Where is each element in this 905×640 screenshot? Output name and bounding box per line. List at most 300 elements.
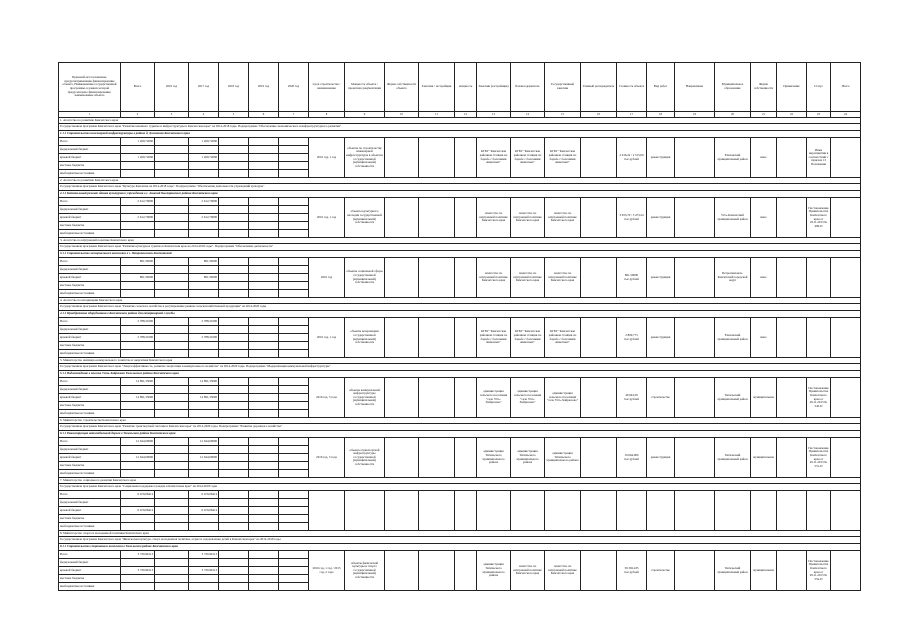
- object-row: [59, 431, 861, 438]
- financing-value: [219, 170, 249, 178]
- financing-value: 12 644,00000: [121, 454, 155, 462]
- work-kind: строительство: [647, 378, 675, 418]
- financing-value: [189, 326, 219, 334]
- financing-value: 14 891,33000: [121, 378, 155, 386]
- financing-value: [219, 146, 249, 154]
- financing-value: [189, 462, 219, 470]
- section-title: 6. Министерство строительства Камчатского края: [59, 418, 861, 424]
- financing-value: [219, 551, 249, 559]
- main-manager-blank: [581, 551, 617, 591]
- ownership-blank: [385, 438, 419, 478]
- object-capacity: объекты культурного наследия государственной (муниципальной) собственности: [345, 198, 385, 238]
- work-kind: реконструкция: [647, 318, 675, 358]
- state-customer: администрация сельского поселения "село Усть-Хайрюзово": [545, 378, 581, 418]
- financing-value: [279, 230, 309, 238]
- financing-value: [121, 559, 155, 567]
- financing-value: [249, 334, 279, 342]
- financing-value: [279, 438, 309, 446]
- financing-value: [189, 386, 219, 394]
- program-row: [59, 424, 861, 431]
- builder-organization: Агентство по внутренней политике Камчатского края: [511, 551, 545, 591]
- financing-value: [121, 266, 155, 274]
- financing-value: [279, 454, 309, 462]
- program-title: Государственная программа Камчатского края "Социальная поддержка граждан в Камчатском крае" на 2014-2018 годы: [59, 484, 861, 491]
- ownership-blank: [385, 378, 419, 418]
- financing-source-label: федеральный бюджет: [59, 386, 121, 394]
- owner-organization: администрация Тигильского муниципального района: [477, 438, 511, 478]
- ownership-form: иное: [751, 258, 777, 298]
- financing-value: [279, 386, 309, 394]
- financing-value: [249, 146, 279, 154]
- financing-value: [155, 491, 189, 499]
- municipality: Тигильский муниципальный район: [715, 551, 751, 591]
- financing-value: [219, 583, 249, 591]
- financing-value: [155, 470, 189, 478]
- financing-value: [155, 274, 189, 282]
- financing-value: [121, 222, 155, 230]
- financing-value: [219, 318, 249, 326]
- builder-organization: [511, 491, 545, 531]
- capacity-blank: [455, 438, 477, 478]
- work-kind: строительство: [647, 551, 675, 591]
- work-kind: реконструкция: [647, 258, 675, 298]
- financing-source-label: местные бюджеты: [59, 515, 121, 523]
- column-number: 13: [477, 112, 511, 118]
- financing-value: 861,50000: [189, 274, 219, 282]
- column-number: 8: [309, 112, 345, 118]
- state-customer: администрация Тигильского муниципального района: [545, 438, 581, 478]
- financing-value: [249, 410, 279, 418]
- object-title: 5.1.1 Водоотведение в поселке Усть-Хайрюзово Тигильского района Камчатского края: [59, 371, 861, 378]
- ownership-blank: [385, 551, 419, 591]
- financing-row: [59, 378, 861, 386]
- financing-value: [189, 342, 219, 350]
- financing-value: [189, 290, 219, 298]
- financing-value: [219, 138, 249, 146]
- financing-value: [219, 575, 249, 583]
- direction-blank: [675, 491, 715, 531]
- investment-register-table: [58, 62, 861, 591]
- financing-value: [249, 258, 279, 266]
- financing-value: [249, 282, 279, 290]
- column-header: Муниципальное образование: [715, 63, 751, 112]
- financing-value: [155, 230, 189, 238]
- object-row: [59, 544, 861, 551]
- financing-value: [121, 282, 155, 290]
- financing-value: [279, 266, 309, 274]
- financing-value: [121, 290, 155, 298]
- municipality: Елизовский муниципальный район: [715, 318, 751, 358]
- object-cost: 2 616,22 / 2 515,00 тыс.рублей: [617, 138, 647, 178]
- financing-value: [279, 499, 309, 507]
- ownership-form: иное: [751, 198, 777, 238]
- column-header: Форма собственности: [751, 63, 777, 112]
- object-title: 2.1.1 Капитальный ремонт здания культурного учреждения в с. Анавгай Быстринского района Камчатского края: [59, 191, 861, 198]
- financing-source-label: Всего: [59, 258, 121, 266]
- financing-source-label: Всего: [59, 378, 121, 386]
- construction-term: 2016 год, 1 год: [309, 198, 345, 238]
- owner-organization: Агентство по внутренней политике Камчатского края: [477, 198, 511, 238]
- financing-value: [189, 170, 219, 178]
- object-title: 6.1.1 Реконструкция автомобильной дороги в Тигильском районе Камчатского края: [59, 431, 861, 438]
- financing-value: [189, 515, 219, 523]
- financing-value: 3 729,96113: [121, 551, 155, 559]
- financing-row: [59, 138, 861, 146]
- object-cost: [617, 491, 647, 531]
- column-number: 4: [189, 112, 219, 118]
- construction-term: 2016 год, 3 года: [309, 438, 345, 478]
- financing-value: [219, 559, 249, 567]
- program-row: [59, 364, 861, 371]
- construction-term: 2016 год, 3 года: [309, 378, 345, 418]
- financing-value: 14 891,33000: [189, 378, 219, 386]
- financing-value: [249, 378, 279, 386]
- financing-source-label: внебюджетные источники: [59, 583, 121, 591]
- financing-value: [189, 222, 219, 230]
- column-header: Заказчик / застройщик: [419, 63, 455, 112]
- financing-value: [249, 499, 279, 507]
- financing-value: [279, 583, 309, 591]
- financing-value: [189, 470, 219, 478]
- main-manager-blank: [581, 138, 617, 178]
- financing-source-label: федеральный бюджет: [59, 206, 121, 214]
- financing-value: [189, 523, 219, 531]
- ownership-form: муниципальная: [751, 551, 777, 591]
- note: Постановление Правительства Камчатского края от 29.11.2013 № 551-П: [807, 438, 831, 478]
- financing-source-label: внебюджетные источники: [59, 350, 121, 358]
- municipality: Усть-Камчатский муниципальный район: [715, 198, 751, 238]
- column-number: 6: [249, 112, 279, 118]
- financing-value: [249, 507, 279, 515]
- financing-value: [121, 162, 155, 170]
- financing-value: [155, 410, 189, 418]
- object-capacity: объекты физической культуры и спорта государственной (муниципальной) собственности: [345, 551, 385, 591]
- program-row: [59, 124, 861, 131]
- column-header: Вид работ: [647, 63, 675, 112]
- status-blank: [777, 491, 807, 531]
- column-header: Заказчик (застройщик): [477, 63, 511, 112]
- object-row: [59, 131, 861, 138]
- financing-row: [59, 258, 861, 266]
- column-number: 9: [345, 112, 385, 118]
- column-header: 2019 год: [249, 63, 279, 112]
- financing-value: 2 788,31000: [121, 318, 155, 326]
- object-capacity: [345, 491, 385, 531]
- owner-organization: [477, 491, 511, 531]
- financing-value: 1 200,72000: [189, 154, 219, 162]
- financing-value: [219, 438, 249, 446]
- column-header: Стоимость объекта: [617, 63, 647, 112]
- main-manager-blank: [581, 491, 617, 531]
- builder-organization: Агентство по внутренней политике Камчатского края: [511, 258, 545, 298]
- column-header: 2016 год: [155, 63, 189, 112]
- column-number: 11: [419, 112, 455, 118]
- note: [807, 258, 831, 298]
- customer-blank: [419, 258, 455, 298]
- builder-organization: администрация сельского поселения "село Усть-Хайрюзово": [511, 378, 545, 418]
- financing-value: [249, 470, 279, 478]
- financing-value: [121, 410, 155, 418]
- financing-value: [219, 274, 249, 282]
- financing-value: [155, 258, 189, 266]
- customer-blank: [419, 138, 455, 178]
- section-title: 7. Министерство социального развития Камчатского края: [59, 478, 861, 484]
- financing-source-label: внебюджетные источники: [59, 170, 121, 178]
- financing-value: [155, 462, 189, 470]
- section-title: 5. Министерство жилищно-коммунального хозяйства и энергетики Камчатского края: [59, 358, 861, 364]
- financing-value: [155, 342, 189, 350]
- financing-value: [219, 222, 249, 230]
- object-cost: 19 664,000 тыс.рублей: [617, 438, 647, 478]
- financing-value: [279, 334, 309, 342]
- financing-source-label: федеральный бюджет: [59, 146, 121, 154]
- capacity-blank: [455, 138, 477, 178]
- column-number: 2: [121, 112, 155, 118]
- object-cost: 36 302,433 тыс.рублей: [617, 551, 647, 591]
- financing-value: [249, 491, 279, 499]
- financing-value: [121, 462, 155, 470]
- financing-value: [219, 394, 249, 402]
- direction-blank: [675, 198, 715, 238]
- financing-value: [121, 583, 155, 591]
- financing-value: 861,50000: [121, 274, 155, 282]
- financing-value: [219, 507, 249, 515]
- construction-term: [309, 491, 345, 531]
- work-kind: [647, 491, 675, 531]
- financing-value: [219, 342, 249, 350]
- financing-value: [189, 446, 219, 454]
- financing-value: 12 644,00000: [189, 454, 219, 462]
- builder-organization: администрация Тигильского муниципального района: [511, 438, 545, 478]
- financing-value: [121, 499, 155, 507]
- program-title: Государственная программа Камчатского края "Физическая культура, спорт, молодежная политика, отдых и оздоровление детей в Камчатском крае" на 2014-2018 годы: [59, 537, 861, 544]
- financing-value: [155, 266, 189, 274]
- municipality: Елизовский муниципальный район: [715, 138, 751, 178]
- financing-value: [279, 146, 309, 154]
- financing-value: [219, 334, 249, 342]
- owner-organization: КГБУ "Камчатская районная станция по борьбе с болезнями животных": [477, 138, 511, 178]
- builder-organization: Агентство по внутренней политике Камчатского края: [511, 198, 545, 238]
- financing-value: [121, 342, 155, 350]
- column-number: 1: [59, 112, 121, 118]
- customer-blank: [419, 198, 455, 238]
- financing-source-label: Всего: [59, 491, 121, 499]
- financing-source-label: Всего: [59, 138, 121, 146]
- financing-value: [189, 206, 219, 214]
- financing-source-label: Всего: [59, 198, 121, 206]
- municipality: Тигильский муниципальный район: [715, 378, 751, 418]
- column-header: Примечание: [777, 63, 807, 112]
- object-capacity: объекты ветеринарии государственной (муниципальной) собственности: [345, 318, 385, 358]
- total-blank: [831, 438, 861, 478]
- financing-value: [279, 170, 309, 178]
- financing-value: 2 788,31000: [189, 318, 219, 326]
- municipality: Петропавловск-Камчатский городской округ: [715, 258, 751, 298]
- financing-value: [249, 326, 279, 334]
- financing-value: [249, 230, 279, 238]
- financing-value: [189, 266, 219, 274]
- financing-source-label: местные бюджеты: [59, 342, 121, 350]
- column-number: 19: [675, 112, 715, 118]
- financing-value: 2 612,70000: [189, 198, 219, 206]
- object-capacity: объекты транспортной инфраструктуры государственной (муниципальной) собственности: [345, 438, 385, 478]
- financing-value: [279, 198, 309, 206]
- financing-source-label: Всего: [59, 318, 121, 326]
- financing-value: [219, 198, 249, 206]
- financing-value: [249, 551, 279, 559]
- financing-value: [219, 214, 249, 222]
- total-blank: [831, 491, 861, 531]
- financing-row: [59, 491, 861, 499]
- object-row: [59, 191, 861, 198]
- financing-value: 1 200,72000: [121, 154, 155, 162]
- financing-value: [219, 282, 249, 290]
- section-title: 1. Агентство по развитию Камчатского края: [59, 118, 861, 124]
- construction-term: 2016 год, 1 год / 2015 год, 2 года: [309, 551, 345, 591]
- column-number: 23: [807, 112, 831, 118]
- capacity-blank: [455, 198, 477, 238]
- financing-value: [219, 515, 249, 523]
- financing-value: [249, 162, 279, 170]
- financing-value: [279, 575, 309, 583]
- financing-value: [155, 282, 189, 290]
- work-kind: реконструкция: [647, 138, 675, 178]
- state-customer: Агентство по внутренней политике Камчатского края: [545, 198, 581, 238]
- financing-value: 6 479,06414: [121, 491, 155, 499]
- financing-value: [279, 258, 309, 266]
- financing-value: [189, 499, 219, 507]
- direction-blank: [675, 551, 715, 591]
- column-number: 15: [545, 112, 581, 118]
- financing-row: [59, 318, 861, 326]
- financing-value: [279, 162, 309, 170]
- column-header: 2018 год: [219, 63, 249, 112]
- customer-blank: [419, 551, 455, 591]
- financing-value: [249, 402, 279, 410]
- object-row: [59, 371, 861, 378]
- column-number: 5: [219, 112, 249, 118]
- object-cost: 2 800,773 тыс.рублей: [617, 318, 647, 358]
- financing-source-label: местные бюджеты: [59, 162, 121, 170]
- financing-value: 3 729,96113: [189, 567, 219, 575]
- builder-organization: КГБУ "Камчатская районная станция по борьбе с болезнями животных": [511, 138, 545, 178]
- object-title: 4.1.1 Приобретение оборудования в Камчатском районе для ветеринарной службы: [59, 311, 861, 318]
- financing-value: [279, 559, 309, 567]
- section-title: 3. Агентство по внутренней политике Камчатского края: [59, 238, 861, 244]
- financing-value: [155, 575, 189, 583]
- financing-source-label: внебюджетные источники: [59, 230, 121, 238]
- section-title: 2. Агентство по развитию Камчатского края: [59, 178, 861, 184]
- column-header: Балансодержатель: [511, 63, 545, 112]
- financing-source-label: краевой бюджет: [59, 394, 121, 402]
- financing-source-label: федеральный бюджет: [59, 446, 121, 454]
- column-header: Статус: [807, 63, 831, 112]
- financing-value: [249, 575, 279, 583]
- financing-source-label: местные бюджеты: [59, 282, 121, 290]
- state-customer: Агентство по внутренней политике Камчатского края: [545, 551, 581, 591]
- financing-value: [155, 318, 189, 326]
- financing-value: [189, 410, 219, 418]
- note: [807, 491, 831, 531]
- financing-value: [279, 515, 309, 523]
- financing-source-label: краевой бюджет: [59, 567, 121, 575]
- financing-value: [249, 394, 279, 402]
- financing-value: [121, 575, 155, 583]
- financing-value: [219, 491, 249, 499]
- direction-blank: [675, 318, 715, 358]
- direction-blank: [675, 138, 715, 178]
- financing-source-label: Всего: [59, 438, 121, 446]
- financing-row: [59, 438, 861, 446]
- financing-source-label: краевой бюджет: [59, 507, 121, 515]
- customer-blank: [419, 438, 455, 478]
- object-capacity: объекты по строительству инженерной инфраструктуры в объектах государственной (муниципальной) собственности: [345, 138, 385, 178]
- object-cost: 40 044,59 тыс.рублей: [617, 378, 647, 418]
- financing-value: [279, 462, 309, 470]
- financing-value: 6 479,06414: [189, 491, 219, 499]
- column-number: 18: [647, 112, 675, 118]
- financing-value: [219, 230, 249, 238]
- ownership-blank: [385, 138, 419, 178]
- financing-value: [155, 446, 189, 454]
- financing-value: [189, 575, 219, 583]
- financing-source-label: местные бюджеты: [59, 402, 121, 410]
- program-row: [59, 484, 861, 491]
- financing-value: [279, 551, 309, 559]
- financing-value: [219, 462, 249, 470]
- financing-value: 2 788,31000: [189, 334, 219, 342]
- column-header: Итого: [831, 63, 861, 112]
- financing-value: [219, 523, 249, 531]
- financing-value: 1 200,72000: [189, 138, 219, 146]
- financing-value: [219, 162, 249, 170]
- owner-organization: Агентство по внутренней политике Камчатского края: [477, 258, 511, 298]
- financing-row: [59, 551, 861, 559]
- financing-value: [189, 402, 219, 410]
- financing-source-label: федеральный бюджет: [59, 499, 121, 507]
- construction-term: 2016 год, 1 год: [309, 138, 345, 178]
- column-number: 17: [617, 112, 647, 118]
- financing-value: [279, 350, 309, 358]
- note: Постановление Правительства Камчатского края от 18.11.2013 № 499-П: [807, 198, 831, 238]
- financing-value: [279, 326, 309, 334]
- section-title: 4. Агентство по ветеринарии Камчатского края: [59, 298, 861, 304]
- main-manager-blank: [581, 258, 617, 298]
- municipality: Тигильский муниципальный район: [715, 438, 751, 478]
- main-manager-blank: [581, 378, 617, 418]
- customer-blank: [419, 378, 455, 418]
- financing-value: [155, 334, 189, 342]
- program-row: [59, 537, 861, 544]
- header-row: [59, 63, 861, 112]
- financing-value: [121, 402, 155, 410]
- program-title: Государственная программа Камчатского края "Энергоэффективность, развитие энергетики и коммунального хозяйства" на 2014-2020 годы. Подпрограмма "Модернизация коммунальной инфраструктуры": [59, 364, 861, 371]
- financing-value: [155, 499, 189, 507]
- financing-source-label: внебюджетные источники: [59, 470, 121, 478]
- capacity-blank: [455, 378, 477, 418]
- financing-value: [155, 214, 189, 222]
- owner-organization: администрация Тигильского муниципального района: [477, 551, 511, 591]
- ownership-form: иное: [751, 138, 777, 178]
- financing-value: [249, 266, 279, 274]
- financing-value: [121, 523, 155, 531]
- financing-value: [279, 342, 309, 350]
- main-manager-blank: [581, 318, 617, 358]
- state-customer: КГБУ "Камчатская районная станция по борьбе с болезнями животных": [545, 318, 581, 358]
- financing-value: [219, 567, 249, 575]
- financing-value: [155, 290, 189, 298]
- column-number: 14: [511, 112, 545, 118]
